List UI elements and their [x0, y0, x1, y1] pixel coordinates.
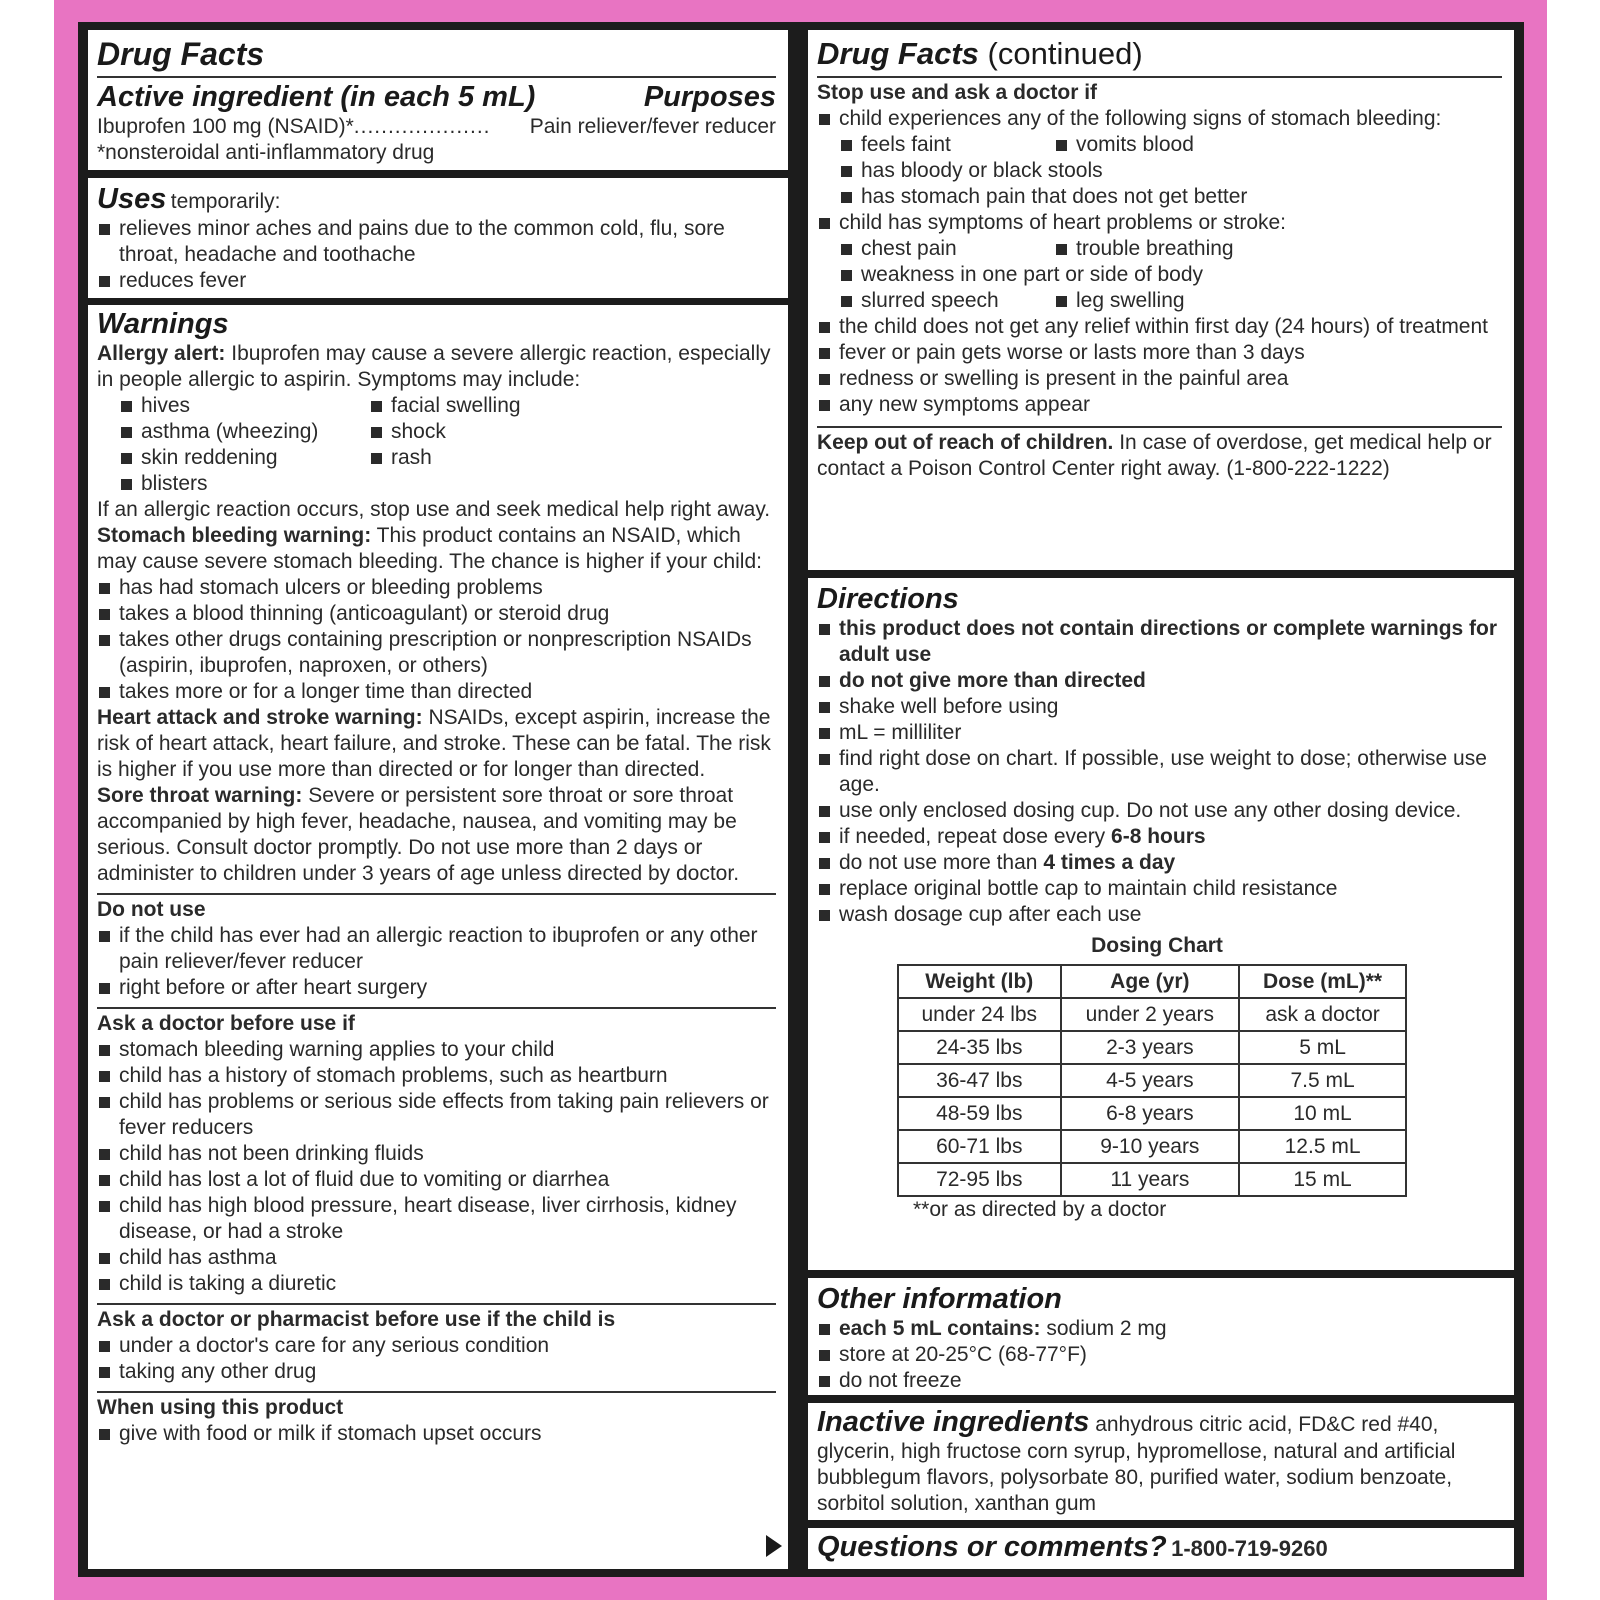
bleed-row [839, 132, 1502, 158]
list-item: under a doctor's care for any serious condition [97, 1333, 776, 1359]
list-item: redness or swelling is present in the painful area [817, 366, 1502, 392]
ask-doctor-heading: Ask a doctor before use if [97, 1012, 355, 1035]
list-item: takes other drugs containing prescription or nonprescription NSAIDs (aspirin, ibuprofen, naproxen, or others) [97, 627, 776, 679]
list-item: takes more or for a longer time than directed [97, 679, 776, 705]
list-item: the child does not get any relief within first day (24 hours) of treatment [817, 314, 1502, 340]
stop-use-list [817, 106, 1502, 418]
list-item: taking any other drug [97, 1359, 776, 1385]
list-item: blisters [119, 471, 369, 497]
divider [817, 76, 1502, 78]
stomach-label: Stomach bleeding warning: [97, 524, 372, 547]
list-item: relieves minor aches and pains due to the common cold, flu, sore throat, headache and toothache [97, 216, 776, 268]
keep-out-of-reach [817, 430, 1502, 482]
questions-panel [808, 1528, 1514, 1569]
list-item: child has high blood pressure, heart disease, liver cirrhosis, kidney disease, or had a stroke [97, 1193, 776, 1245]
table-cell: 6-8 years [1061, 1097, 1240, 1130]
list-item: mL = milliliter [817, 720, 1502, 746]
list-item: child has lost a lot of fluid due to vomiting or diarrhea [97, 1167, 776, 1193]
list-item: vomits blood [1054, 132, 1502, 158]
list-item: wash dosage cup after each use [817, 902, 1502, 928]
list-item: store at 20-25°C (68-77°F) [817, 1342, 1502, 1368]
item-bold: 4 times a day [1043, 851, 1176, 874]
list-item: has had stomach ulcers or bleeding problems [97, 575, 776, 601]
heart-text: NSAIDs, except aspirin, increase the risk of heart attack, heart failure, and stroke. These can be fatal. The risk is higher if you use more than directed or for longer than directed. [97, 706, 771, 781]
list-item: child has a history of stomach problems, such as heartburn [97, 1063, 776, 1089]
questions-phone: 1-800-719-9260 [1171, 1536, 1328, 1561]
list-item: use only enclosed dosing cup. Do not use any other dosing device. [817, 798, 1502, 824]
questions-heading: Questions or comments? [817, 1531, 1167, 1563]
warnings-panel [88, 305, 788, 1569]
throat-label: Sore throat warning: [97, 784, 303, 807]
list-item: trouble breathing [1054, 236, 1502, 262]
list-item: shake well before using [817, 694, 1502, 720]
ask-pharmacist-list [97, 1333, 776, 1385]
table-header-row [898, 965, 1406, 998]
stomach-warning [97, 523, 776, 575]
item-text: child has symptoms of heart problems or stroke: [839, 211, 1287, 234]
table-cell: under 2 years [1061, 998, 1240, 1031]
item-text: if needed, repeat dose every [839, 825, 1106, 848]
stomach-text: This product contains an NSAID, which may cause severe stomach bleeding. The chance is higher if your child: [97, 524, 762, 573]
stop-use-heading: Stop use and ask a doctor if [817, 81, 1098, 104]
inactive-heading: Inactive ingredients [817, 1406, 1090, 1438]
list-item: replace original bottle cap to maintain child resistance [817, 876, 1502, 902]
divider [97, 1391, 776, 1393]
table-cell: under 24 lbs [898, 998, 1061, 1031]
table-row [898, 1130, 1406, 1163]
dosing-chart-title: Dosing Chart [1091, 934, 1223, 957]
table-cell: 2-3 years [1061, 1031, 1240, 1064]
allergy-alert [97, 341, 776, 393]
dosing-footnote: **or as directed by a doctor [913, 1198, 1167, 1221]
heart-label: Heart attack and stroke warning: [97, 706, 423, 729]
directions-list [817, 616, 1502, 928]
sore-throat-warning [97, 783, 776, 887]
item-text: sodium 2 mg [1046, 1317, 1167, 1340]
ingredient-name: Ibuprofen 100 mg (NSAID)* [97, 115, 354, 138]
list-item [817, 850, 1502, 876]
list-item: do not freeze [817, 1368, 1502, 1394]
list-item: do not give more than directed [817, 668, 1502, 694]
list-item: child has asthma [97, 1245, 776, 1271]
list-item: any new symptoms appear [817, 392, 1502, 418]
allergy-label: Allergy alert: [97, 342, 226, 365]
inactive-ingredients-panel [808, 1403, 1514, 1520]
table-cell: 60-71 lbs [898, 1130, 1061, 1163]
dosing-chart-table [897, 964, 1407, 1197]
table-row [898, 1097, 1406, 1130]
table-cell: 12.5 mL [1239, 1130, 1406, 1163]
item-text: do not use more than [839, 851, 1038, 874]
active-ingredient-heading: Active ingredient (in each 5 mL) [97, 81, 536, 113]
list-item [817, 210, 1502, 314]
ask-doctor-list [97, 1037, 776, 1297]
throat-text: Severe or persistent sore throat or sore throat accompanied by high fever, headache, nausea, and vomiting may be serious. Consult doctor promptly. Do not use more than 2 days or administer to children under 3 years of age unless directed by doctor. [97, 784, 740, 885]
list-item: has bloody or black stools [839, 158, 1502, 184]
when-using-heading: When using this product [97, 1396, 344, 1419]
list-item [817, 824, 1502, 850]
list-item [817, 1316, 1502, 1342]
list-item: feels faint [839, 132, 1054, 158]
heart-warning [97, 705, 776, 783]
title-suffix: (continued) [987, 36, 1143, 71]
list-item: has stomach pain that does not get better [839, 184, 1502, 210]
list-item: this product does not contain directions or complete warnings for adult use [817, 616, 1502, 668]
warnings-heading: Warnings [97, 308, 229, 340]
heart-row [839, 288, 1502, 314]
list-item: stomach bleeding warning applies to your child [97, 1037, 776, 1063]
when-using-list [97, 1421, 776, 1447]
other-info-panel [808, 1278, 1514, 1395]
uses-intro: temporarily: [170, 190, 281, 213]
table-cell: 72-95 lbs [898, 1163, 1061, 1196]
ingredient-row [97, 114, 776, 140]
active-ingredient-panel [88, 30, 788, 170]
leader-dots: .................... [353, 115, 491, 138]
divider [97, 893, 776, 895]
list-item: child has not been drinking fluids [97, 1141, 776, 1167]
table-cell: 10 mL [1239, 1097, 1406, 1130]
directions-heading: Directions [817, 583, 959, 615]
inactive-ingredients [817, 1405, 1502, 1517]
table-row [898, 1163, 1406, 1196]
list-item: child is taking a diuretic [97, 1271, 776, 1297]
do-not-use-heading: Do not use [97, 898, 206, 921]
table-cell: 11 years [1061, 1163, 1240, 1196]
column-header: Weight (lb) [898, 965, 1061, 998]
allergy-after: If an allergic reaction occurs, stop use and seek medical help right away. [97, 498, 771, 521]
drug-facts-title: Drug Facts [97, 36, 265, 72]
keep-out-text: In case of overdose, get medical help or contact a Poison Control Center right away. (1-800-222-1222) [817, 431, 1492, 480]
divider [97, 76, 776, 78]
list-item: rash [369, 445, 776, 471]
ingredient-footnote: *nonsteroidal anti-inflammatory drug [97, 141, 435, 164]
list-item: give with food or milk if stomach upset occurs [97, 1421, 776, 1447]
list-item: reduces fever [97, 268, 776, 294]
table-cell: 7.5 mL [1239, 1064, 1406, 1097]
list-item: child has problems or serious side effects from taking pain relievers or fever reducers [97, 1089, 776, 1141]
table-cell: 4-5 years [1061, 1064, 1240, 1097]
inactive-text: anhydrous citric acid, FD&C red #40, glycerin, high fructose corn syrup, hypromellose, natural and artificial bubblegum flavors, polysorbate 80, purified water, sodium benzoate, sorbitol solution, xanthan gum [817, 1413, 1456, 1515]
table-cell: 9-10 years [1061, 1130, 1240, 1163]
divider [97, 1303, 776, 1305]
column-header: Age (yr) [1061, 965, 1240, 998]
keep-out-label: Keep out of reach of children. [817, 431, 1114, 454]
stop-use-panel [808, 30, 1514, 570]
list-item: right before or after heart surgery [97, 975, 776, 1001]
list-item: slurred speech [839, 288, 1054, 314]
table-cell: 36-47 lbs [898, 1064, 1061, 1097]
table-row [898, 1064, 1406, 1097]
item-bold: 6-8 hours [1111, 825, 1206, 848]
table-cell: 48-59 lbs [898, 1097, 1061, 1130]
list-item [817, 106, 1502, 210]
list-item: asthma (wheezing) [119, 419, 369, 445]
uses-panel [88, 178, 788, 298]
divider [817, 426, 1502, 428]
list-item: fever or pain gets worse or lasts more than 3 days [817, 340, 1502, 366]
drug-facts-continued-title [817, 34, 1502, 74]
item-bold: each 5 mL contains: [839, 1317, 1041, 1340]
symptom-list [119, 393, 776, 497]
allergy-text: Ibuprofen may cause a severe allergic reaction, especially in people allergic to aspirin. Symptoms may include: [97, 342, 771, 391]
item-text: child experiences any of the following signs of stomach bleeding: [839, 107, 1442, 130]
ask-pharmacist-heading: Ask a doctor or pharmacist before use if the child is [97, 1308, 616, 1331]
other-info-heading: Other information [817, 1283, 1062, 1315]
title-text: Drug Facts [817, 36, 979, 71]
list-item: if the child has ever had an allergic reaction to ibuprofen or any other pain reliever/fever reducer [97, 923, 776, 975]
uses-list [97, 216, 776, 294]
list-item: hives [119, 393, 369, 419]
continued-arrow-icon [766, 1535, 782, 1557]
other-info-list [817, 1316, 1502, 1394]
purposes-heading: Purposes [643, 81, 776, 113]
heart-row [839, 236, 1502, 262]
list-item: skin reddening [119, 445, 369, 471]
divider [97, 1007, 776, 1009]
list-item: find right dose on chart. If possible, use weight to dose; otherwise use age. [817, 746, 1502, 798]
stomach-list [97, 575, 776, 705]
table-cell: 5 mL [1239, 1031, 1406, 1064]
list-item: weakness in one part or side of body [839, 262, 1502, 288]
list-item: facial swelling [369, 393, 776, 419]
table-cell: 15 mL [1239, 1163, 1406, 1196]
table-cell: ask a doctor [1239, 998, 1406, 1031]
table-cell: 24-35 lbs [898, 1031, 1061, 1064]
list-item: shock [369, 419, 776, 445]
list-item: chest pain [839, 236, 1054, 262]
column-header: Dose (mL)** [1239, 965, 1406, 998]
directions-panel [808, 578, 1514, 1270]
uses-heading: Uses [97, 183, 167, 215]
ingredient-purpose: Pain reliever/fever reducer [529, 115, 776, 138]
table-row [898, 1031, 1406, 1064]
do-not-use-list [97, 923, 776, 1001]
list-item: takes a blood thinning (anticoagulant) or steroid drug [97, 601, 776, 627]
table-row [898, 998, 1406, 1031]
list-item: leg swelling [1054, 288, 1502, 314]
